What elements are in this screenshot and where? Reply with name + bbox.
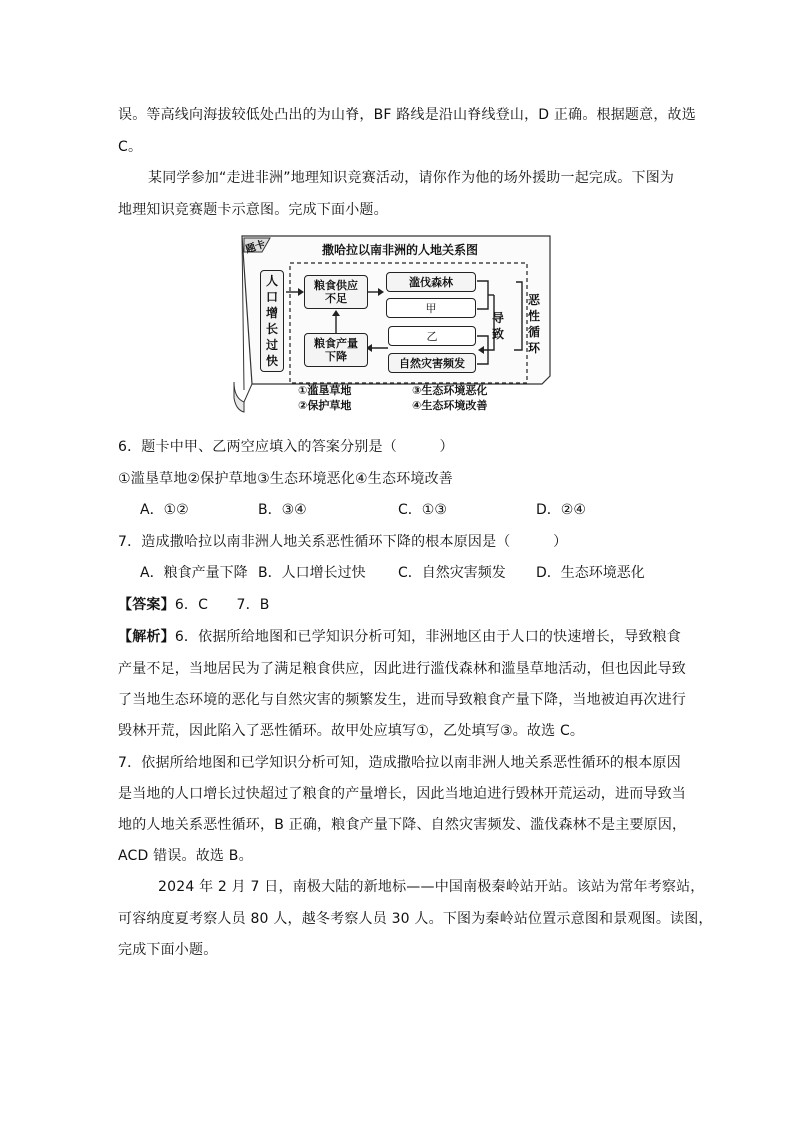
diagram-title: 撒哈拉以南非洲的人地关系图 <box>322 243 479 257</box>
analysis-line-4: 毁林开荒，因此陷入了恶性循环。故甲处应填写①，乙处填写③。故选 C。 <box>118 723 585 739</box>
passage2-line-2: 可容纳度夏考察人员 80 人，越冬考察人员 30 人。下图为秦岭站位置示意图和景观图。读图， <box>118 911 713 927</box>
passage2-line-1: 2024 年 2 月 7 日，南极大陆的新地标——中国南极秦岭站开站。该站为常年考察站， <box>158 879 705 895</box>
q6-items: ①滥垦草地②保护草地③生态环境恶化④生态环境改善 <box>118 471 454 487</box>
intro-line-2: C。 <box>118 139 143 155</box>
yi-box: 乙 <box>388 326 476 346</box>
legend-item-1: ①滥垦草地 <box>298 384 352 397</box>
analysis-line-6: 是当地的人口增长过快超过了粮食的产量增长，因此当地迫进行毁林开荒运动，进而导致当 <box>118 786 686 802</box>
legend-item-2: ②保护草地 <box>298 399 352 412</box>
analysis-line-8: ACD 错误。故选 B。 <box>118 848 253 864</box>
answer-line <box>118 594 270 614</box>
disaster-box: 自然灾害频发 <box>388 353 476 373</box>
cause-label: 导致 <box>491 311 504 341</box>
passage1-line-1: 某同学参加“走进非洲”地理知识竞赛活动，请你作为他的场外援助一起完成。下图为 <box>148 170 675 186</box>
q6-option-c: C．①③ <box>398 502 447 518</box>
population-growth-label: 人口增长过快 <box>265 274 278 368</box>
q7-option-a: A．粮食产量下降 <box>140 565 248 581</box>
analysis-label: 【解析】 <box>118 629 175 645</box>
analysis-text-1: 6．依据所给地图和已学知识分析可知，非洲地区由于人口的快速增长，导致粮食 <box>174 629 681 645</box>
answer-text: 6．C 7．B <box>174 597 270 613</box>
legend-item-4: ④生态环境改善 <box>412 399 488 412</box>
q7-option-c: C．自然灾害频发 <box>398 565 506 581</box>
legend-item-3: ③生态环境恶化 <box>412 384 488 397</box>
population-growth-box <box>260 270 284 372</box>
cycle-label: 恶性循环 <box>527 293 540 355</box>
analysis-line-7: 地的人地关系恶性循环，B 正确，粮食产量下降、自然灾害频发、滥伐森林不是主要原因， <box>118 817 687 833</box>
q7-option-d: D．生态环境恶化 <box>536 565 645 581</box>
food-drop-box: 粮食产量下降 <box>304 333 368 367</box>
q6-option-b: B．③④ <box>258 502 307 518</box>
analysis-line-1 <box>118 626 681 646</box>
food-supply-box: 粮食供应不足 <box>304 275 368 309</box>
answer-label: 【答案】 <box>118 597 175 613</box>
quiz-card-diagram <box>232 230 552 420</box>
analysis-line-3: 了当地生态环境的恶化与自然灾害的频繁发生，进而导致粮食产量下降，当地被迫再次进行 <box>118 692 686 708</box>
analysis-line-5: 7．依据所给地图和已学知识分析可知，造成撒哈拉以南非洲人地关系恶性循环的根本原因 <box>118 755 681 771</box>
passage1-line-2: 地理知识竞赛题卡示意图。完成下面小题。 <box>118 202 388 218</box>
deforest-box: 滥伐森林 <box>386 272 476 292</box>
q6-stem: 6．题卡中甲、乙两空应填入的答案分别是（ ） <box>118 439 454 455</box>
q7-stem: 7．造成撒哈拉以南非洲人地关系恶性循环下降的根本原因是（ ） <box>118 534 568 550</box>
q6-option-a: A．①② <box>140 502 189 518</box>
card-tag: 题卡 <box>244 239 267 256</box>
q6-option-d: D．②④ <box>536 502 586 518</box>
jia-box: 甲 <box>386 298 476 318</box>
passage2-line-3: 完成下面小题。 <box>118 942 218 958</box>
analysis-line-2: 产量不足，当地居民为了满足粮食供应，因此进行滥伐森林和滥垦草地活动，但也因此导致 <box>118 661 686 677</box>
q7-option-b: B．人口增长过快 <box>258 565 366 581</box>
intro-line-1: 误。等高线向海拔较低处凸出的为山脊，BF 路线是沿山脊线登山，D 正确。根据题意，故选 <box>118 107 696 123</box>
